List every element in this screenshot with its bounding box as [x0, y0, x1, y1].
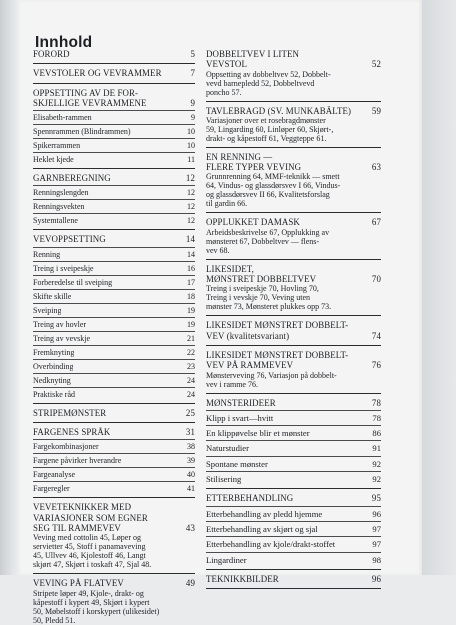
toc-entry-title: VEVETEKNIKKER MED [33, 502, 132, 513]
description-line: 59, Lingarding 60, Linløper 60, Skjørt-, [206, 124, 334, 134]
toc-entry-damask [206, 217, 381, 227]
toc-page-number: 14 [185, 234, 195, 245]
toc-entry-en-renning [206, 152, 381, 173]
toc-entry-title: VEVING PÅ FLATVEV [33, 578, 124, 589]
divider [206, 315, 381, 316]
toc-entry-title: VEVSTOLER OG VEVRAMMER [33, 68, 162, 79]
page-title: Innhold [35, 34, 93, 51]
divider [206, 440, 381, 441]
toc-page-number: 11 [187, 155, 195, 165]
toc-page-number: 38 [187, 442, 195, 452]
toc-subentry-title: Fargekombinasjoner [33, 442, 99, 452]
toc-subentry-title: Fargeregler [33, 484, 70, 494]
toc-page-number: 70 [371, 274, 381, 285]
divider [33, 261, 195, 262]
toc-subentry-title: Spennrammen (Blindrammen) [33, 127, 131, 137]
toc-entry-forord [33, 49, 195, 59]
divider [33, 317, 195, 318]
description-line: Arbeidsbeskrivelse 67, Opplukking av [206, 227, 330, 237]
description-line: 45, Ullvev 46, Kjolestoff 46, Langt [33, 551, 146, 561]
toc-page-number: 95 [371, 493, 381, 504]
toc-subentry-title: En klippøvelse blir et mønster [206, 428, 310, 439]
toc-entry-tavlebragd [206, 106, 381, 116]
divider [33, 345, 195, 346]
toc-subentry-title: Overbinding [33, 361, 74, 371]
divider [206, 345, 381, 346]
description-line: vevd barnepledd 52, Dobbeltvevd [206, 78, 315, 88]
toc-subentry-title: Praktiske råd [33, 389, 75, 399]
divider [33, 453, 195, 454]
toc-subentry [33, 216, 195, 225]
toc-entry-title: VARIASJONER SOM EGNER [33, 512, 148, 523]
divider [33, 289, 195, 290]
toc-entry-title: TAVLEBRAGD (SV. MUNKABÄLTE) [206, 105, 352, 116]
toc-page-number: 10 [187, 127, 195, 137]
toc-subentry [33, 362, 195, 371]
toc-subentry [33, 113, 195, 122]
toc-page-number: 19 [187, 319, 195, 329]
toc-page-number: 67 [371, 217, 381, 228]
toc-subentry-title: Fremknyting [33, 347, 75, 357]
toc-subentry [206, 555, 381, 565]
toc-entry-description [33, 589, 195, 625]
toc-entry-title: SKJELLIGE VEVRAMMENE [33, 97, 147, 108]
toc-entry-etterbehandling [206, 493, 381, 503]
toc-subentry [33, 442, 195, 451]
toc-subentry-title: Treing i sveipeskje [33, 263, 94, 273]
toc-entry-stripemonster [33, 408, 195, 418]
divider [33, 229, 195, 230]
toc-subentry [206, 509, 381, 519]
toc-subentry-title: Fargene påvirker hverandre [33, 456, 122, 466]
divider [33, 481, 195, 482]
toc-entry-title: VEV PÅ RAMMEVEV [206, 360, 294, 371]
toc-page-number: 9 [190, 97, 195, 108]
divider [33, 467, 195, 468]
toc-page-number: 92 [372, 474, 381, 485]
toc-subentry-title: Etterbehandling av kjole/drakt-stoffet [206, 539, 336, 550]
toc-subentry-title: Spikerrammen [33, 141, 81, 151]
toc-entry-garnberegning [33, 173, 195, 183]
divider [206, 488, 381, 489]
divider [33, 247, 195, 248]
divider [33, 110, 195, 111]
divider [33, 63, 195, 64]
toc-entry-veveteknikker [33, 502, 195, 533]
toc-subentry [33, 127, 195, 136]
divider [33, 152, 195, 153]
toc-entry-title: DOBBELTVEV I LITEN [206, 49, 300, 59]
toc-page-number: 12 [187, 216, 195, 226]
toc-subentry-title: Forberedelse til sveiping [33, 277, 113, 287]
toc-subentry [33, 264, 195, 273]
divider [33, 168, 195, 169]
divider [33, 331, 195, 332]
toc-subentry [33, 390, 195, 399]
toc-page-number: 39 [187, 456, 195, 466]
toc-entry-description [206, 172, 381, 208]
toc-entry-title: LIKESIDET, [206, 263, 254, 274]
toc-right-column [206, 49, 381, 593]
toc-subentry [206, 474, 381, 484]
toc-subentry [206, 443, 381, 453]
toc-left-column [33, 49, 195, 625]
description-line: 50, Pledd 51. [33, 615, 76, 625]
divider [206, 536, 381, 537]
toc-subentry-title: Fargeanalyse [33, 470, 76, 480]
toc-page-number: 74 [371, 330, 381, 341]
toc-page-number: 92 [372, 458, 381, 469]
toc-page-number: 97 [372, 523, 381, 534]
toc-page-number: 7 [190, 68, 195, 79]
toc-entry-title: SEG TIL RAMMEVEV [33, 522, 121, 533]
toc-entry-title: GARNBEREGNING [33, 173, 111, 184]
toc-entry-likesidet-rammevev [206, 350, 381, 371]
toc-subentry-title: Elisabeth-rammen [33, 113, 92, 123]
toc-entry-description [206, 371, 381, 389]
description-line: Variasjoner over et rosebragdmønster [206, 115, 326, 125]
toc-subentry [33, 188, 195, 197]
toc-page-number: 40 [187, 470, 195, 480]
description-line: vev i ramme 76. [206, 379, 258, 389]
divider [33, 359, 195, 360]
toc-page-number: 22 [187, 347, 195, 357]
divider [206, 471, 381, 472]
toc-entry-title: VEVSTOL [206, 59, 247, 70]
divider [33, 275, 195, 276]
divider [33, 403, 195, 404]
toc-page-number: 17 [187, 277, 195, 287]
description-line: mønsteret 67, Dobbeltvev — flens- [206, 236, 320, 246]
toc-entry-likesidet-kvalitet [206, 320, 381, 341]
toc-entry-title: FLERE TYPER VEVING [206, 162, 302, 173]
toc-subentry [33, 456, 195, 465]
toc-page-number: 21 [187, 333, 195, 343]
toc-subentry-title: Lingardiner [206, 554, 247, 565]
toc-page-number: 10 [187, 141, 195, 151]
toc-entry-vevstoler [33, 68, 195, 78]
description-line: 50, Møbelstoff i korskypert (ulikesidet) [33, 606, 160, 616]
toc-page-number: 43 [185, 522, 195, 533]
toc-entry-title: EN RENNING — [206, 151, 273, 162]
toc-entry-title: MØNSTRET DOBBELTVEV [206, 274, 317, 285]
toc-page-number: 5 [190, 49, 195, 59]
toc-entry-description [206, 228, 381, 255]
toc-subentry [33, 141, 195, 150]
divider [33, 138, 195, 139]
toc-entry-title: STRIPEMØNSTER [33, 407, 107, 418]
description-line: Treing i vevskje 70, Veving uten [206, 293, 310, 303]
divider [33, 213, 195, 214]
toc-entry-title: OPPSETTING AV DE FOR- [33, 87, 139, 98]
divider [206, 101, 381, 102]
toc-page-number: 12 [187, 202, 195, 212]
toc-subentry [33, 376, 195, 385]
toc-entry-description [206, 284, 381, 311]
toc-subentry-title: Renningsvekten [33, 202, 85, 212]
toc-page-number: 63 [371, 162, 381, 173]
toc-subentry [206, 524, 381, 534]
toc-page-number: 78 [372, 412, 381, 423]
toc-subentry-title: Systemtallene [33, 216, 78, 226]
toc-entry-title: ETTERBEHANDLING [206, 493, 294, 504]
toc-subentry [33, 278, 195, 287]
toc-subentry [33, 250, 195, 259]
divider [33, 185, 195, 186]
divider [33, 497, 195, 498]
toc-subentry-title: Klipp i svart—hvitt [206, 412, 274, 423]
description-line: Oppsetting av dobbeltvev 52, Dobbelt- [206, 69, 331, 79]
book-spine-shadow [0, 0, 20, 575]
divider [33, 422, 195, 423]
toc-page-number: 14 [187, 249, 195, 259]
description-line: skjørt 47, Skjørt i toskaft 47, Sjal 48. [33, 560, 152, 570]
divider [206, 425, 381, 426]
toc-page-number: 12 [187, 188, 195, 198]
divider [206, 393, 381, 394]
toc-page-number: 59 [371, 105, 381, 116]
toc-subentry [33, 470, 195, 479]
divider [206, 212, 381, 213]
divider [33, 573, 195, 574]
toc-subentry [206, 428, 381, 438]
toc-page-number: 19 [187, 305, 195, 315]
toc-page-number: 9 [191, 113, 195, 123]
divider [206, 588, 381, 589]
toc-subentry [33, 348, 195, 357]
toc-subentry-title: Renningslengden [33, 188, 89, 198]
toc-entry-title: MØNSTERIDEER [206, 397, 276, 408]
toc-page-number: 76 [371, 360, 381, 371]
toc-page-number: 41 [187, 484, 195, 494]
toc-subentry [33, 320, 195, 329]
description-line: Grunnrenning 64, MMF-teknikk — smett [206, 172, 340, 182]
description-line: mønster 73, Mønsteret plukkes opp 73. [206, 302, 332, 312]
toc-entry-likesidet [206, 264, 381, 285]
divider [33, 83, 195, 84]
toc-entry-title: VEVOPPSETTING [33, 234, 106, 245]
divider [206, 259, 381, 260]
toc-subentry-title: Sveiping [33, 305, 62, 315]
toc-page-number: 24 [187, 375, 195, 385]
description-line: servietter 45, Stoff i panamaveving [33, 542, 146, 552]
toc-subentry-title: Treing av hovler [33, 319, 87, 329]
toc-subentry [33, 202, 195, 211]
divider [206, 456, 381, 457]
toc-entry-title: FARGENES SPRÅK [33, 427, 111, 438]
toc-subentry-title: Treing av vevskje [33, 333, 91, 343]
divider [206, 569, 381, 570]
divider [206, 410, 381, 411]
toc-page-number: 96 [372, 508, 381, 519]
toc-subentry [206, 413, 381, 423]
divider [206, 552, 381, 553]
divider [33, 199, 195, 200]
description-line: 64, Vindus- og glassdørsvev I 66, Vindus- [206, 181, 341, 191]
divider [33, 373, 195, 374]
toc-page-number: 98 [372, 554, 381, 565]
description-line: til gardin 66. [206, 199, 248, 209]
description-line: 70, Hovling 70, [268, 284, 319, 294]
description-line: drakt- og kåpestoff 61, Veggteppe 61. [206, 133, 327, 143]
toc-page-number: 49 [185, 578, 195, 589]
divider [33, 303, 195, 304]
divider [206, 521, 381, 522]
toc-subentry-title: Renning [33, 249, 61, 259]
toc-page-number: 86 [372, 428, 381, 439]
toc-subentry-title: Nedknyting [33, 375, 71, 385]
toc-page-number: 96 [371, 573, 381, 584]
description-line: Mønsterveving 76, Variasjon på dobbelt- [206, 370, 337, 380]
toc-page-number: 23 [187, 361, 195, 371]
toc-subentry [33, 292, 195, 301]
toc-entry-title: VEV (kvalitetsvariant) [206, 330, 290, 341]
toc-subentry-title: Etterbehandling av skjørt og sjal [206, 523, 318, 534]
toc-subentry-title: Skifte skille [33, 291, 72, 301]
description-line: poncho 57. [206, 87, 242, 97]
description-line: kåpestoff i kypert 49, Skjørt i kypert [33, 597, 150, 607]
toc-entry-vevoppsetting [33, 234, 195, 244]
toc-entry-flatvev [33, 578, 195, 588]
toc-entry-fargenes [33, 427, 195, 437]
toc-entry-title: LIKESIDET MØNSTRET DOBBELT- [206, 349, 349, 360]
toc-subentry-title: Stilisering [206, 474, 242, 485]
toc-entry-title: TEKNIKKBILDER [206, 573, 279, 584]
toc-subentry [33, 306, 195, 315]
toc-entry-description [206, 116, 381, 143]
toc-page-number: 52 [371, 59, 381, 70]
toc-page-number: 25 [185, 407, 195, 418]
toc-subentry-title: Naturstudier [206, 443, 249, 454]
toc-page-number: 31 [185, 427, 195, 438]
toc-subentry [33, 334, 195, 343]
toc-page-number: 12 [185, 173, 195, 184]
divider [206, 147, 381, 148]
toc-subentry [33, 155, 195, 164]
divider [206, 506, 381, 507]
toc-subentry [206, 539, 381, 549]
toc-subentry-title: Etterbehandling av pledd hjemme [206, 508, 323, 519]
toc-subentry [33, 484, 195, 493]
toc-entry-dobbeltvev [206, 49, 381, 70]
toc-page-number: 16 [187, 263, 195, 273]
divider [33, 124, 195, 125]
toc-entry-teknikkbilder [206, 574, 381, 584]
toc-subentry [206, 459, 381, 469]
toc-page-number: 18 [187, 291, 195, 301]
toc-page-number: 24 [187, 389, 195, 399]
toc-entry-description [206, 70, 381, 97]
toc-subentry-title: Spontane mønster [206, 458, 268, 469]
toc-page-number: 91 [372, 443, 381, 454]
toc-page-number: 78 [371, 397, 381, 408]
toc-subentry-title: Heklet kjede [33, 155, 74, 165]
description-line: og glassdørsvev II 66, Kvalitetsforslag [206, 190, 330, 200]
divider [33, 439, 195, 440]
description-line: vev 68. [206, 245, 230, 255]
toc-entry-title: FORORD [33, 49, 70, 59]
description-line: Veving med cottolin 45, Løper og [33, 533, 141, 543]
toc-entry-title: LIKESIDET MØNSTRET DOBBELT- [206, 320, 349, 331]
page-edge-background [422, 0, 456, 575]
description-line: Stripete løper 49, Kjole-, drakt- og [33, 588, 144, 598]
toc-entry-oppsetting [33, 88, 195, 109]
toc-entry-title: OPPLUKKET DAMASK [206, 217, 300, 228]
toc-page-number: 97 [372, 539, 381, 550]
divider [33, 387, 195, 388]
description-line: Treing i sveipeskje [206, 284, 267, 294]
toc-entry-description [33, 533, 195, 569]
toc-entry-monsterideer [206, 398, 381, 408]
